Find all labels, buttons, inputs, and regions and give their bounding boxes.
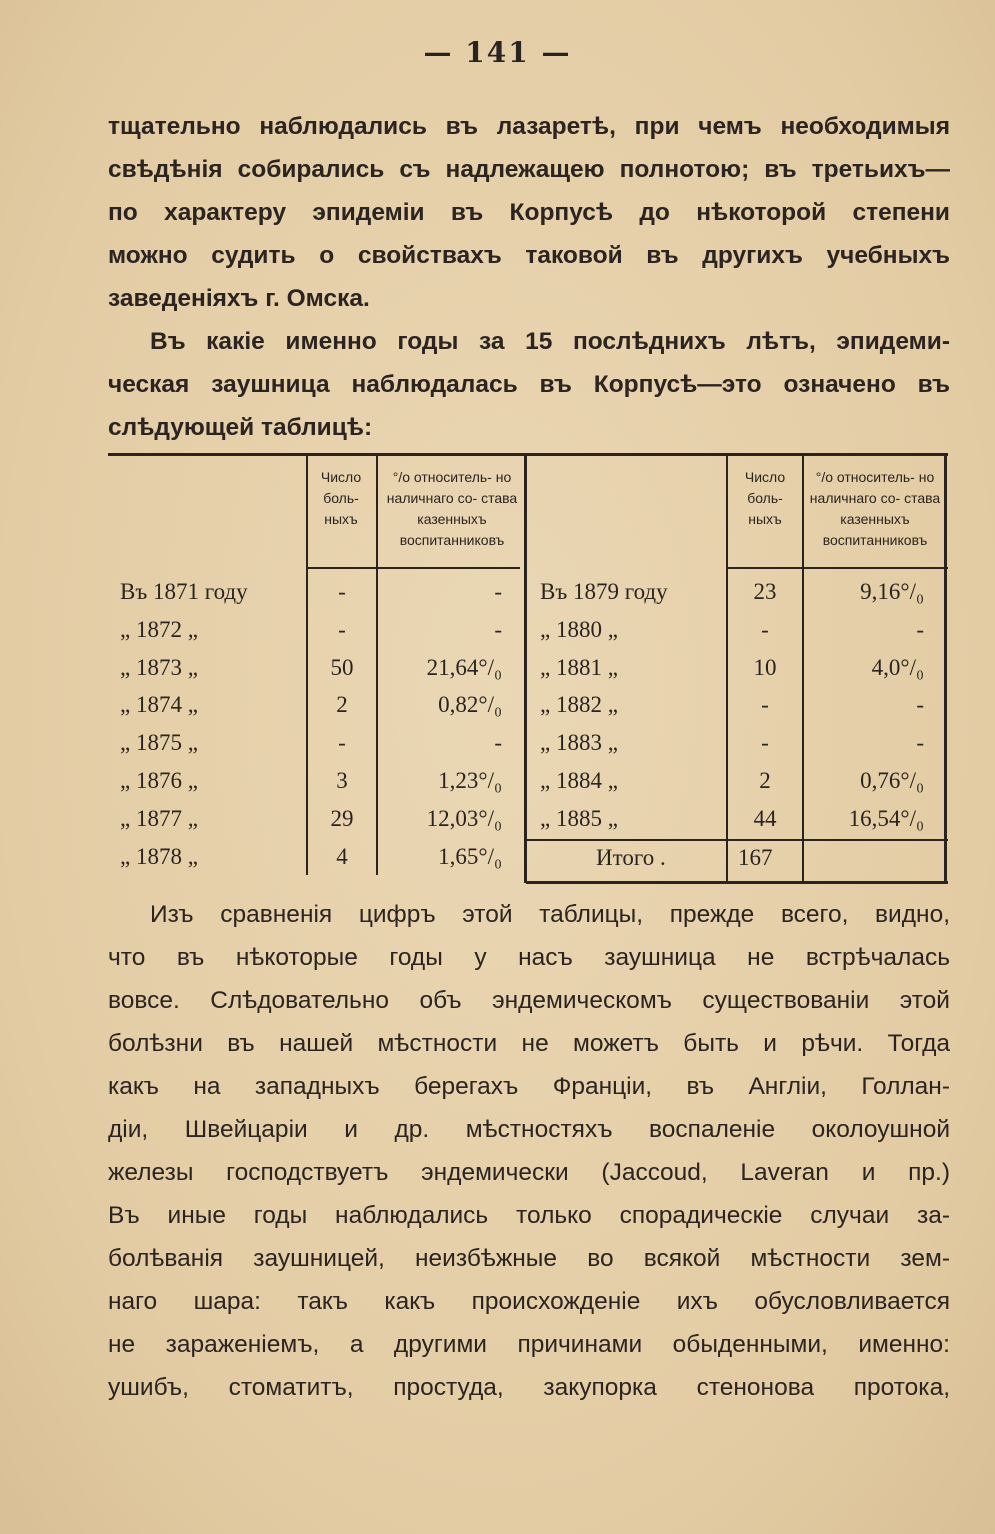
table-header-rule-left — [306, 567, 520, 569]
table-vline — [944, 453, 947, 883]
text-line: по характеру эпидеміи въ Корпусѣ до нѣкоторой степени — [108, 199, 950, 226]
table-cell-count: 10 — [753, 654, 777, 680]
table-cell-year: „ 1885 „ — [540, 805, 618, 831]
table-cell-count: 3 — [336, 768, 348, 793]
text-line: железы господствуетъ эндемически (Jaccoud, Laveran и пр.) — [108, 1159, 950, 1186]
table-cell-year: „ 1876 „ — [120, 768, 198, 793]
table-cell-year: „ 1883 „ — [540, 730, 618, 756]
total-value: 167 — [738, 845, 773, 870]
table-top-rule — [108, 453, 948, 456]
statistics-table — [108, 453, 948, 885]
text-line: ческая заушница наблюдалась въ Корпусѣ—это означено въ — [108, 371, 950, 398]
table-cell-pct: - — [494, 579, 502, 604]
header-count-right: Число боль- ныхъ — [744, 469, 786, 527]
text-line: болѣванія заушницей, неизбѣжные во всякой мѣстности зем- — [108, 1245, 950, 1272]
table-cell-pct: - — [494, 730, 502, 756]
table-cell-count: 44 — [753, 805, 777, 831]
table-cell-pct: 4,0°/₀ — [871, 654, 924, 680]
table-bottom-rule — [526, 881, 948, 884]
table-cell-year: „ 1877 „ — [120, 805, 198, 831]
table-header-rule-right — [726, 567, 948, 569]
text-line: болѣзни въ нашей мѣстности не можетъ быть и рѣчи. Тогда — [108, 1030, 950, 1057]
table-cell-pct: 1,23°/₀ — [438, 768, 502, 793]
table-cell-pct: 12,03°/₀ — [426, 805, 502, 831]
table-cell-year: Въ 1871 году — [120, 579, 248, 604]
table-cell-pct: - — [494, 616, 502, 642]
text-line: не зараженіемъ, а другими причинами обыденными, именно: — [108, 1331, 950, 1358]
table-cell-pct: 0,76°/₀ — [860, 768, 924, 793]
text-line: Въ иные годы наблюдались только спорадическіе случаи за- — [108, 1202, 950, 1229]
table-cell-year: „ 1880 „ — [540, 616, 618, 642]
table-cell-count: 23 — [753, 579, 777, 604]
text-line: Изъ сравненія цифръ этой таблицы, прежде всего, видно, — [150, 901, 950, 928]
table-cell-year: „ 1884 „ — [540, 768, 618, 793]
text-line: наго шара: такъ какъ происхожденіе ихъ обусловливается — [108, 1288, 950, 1315]
table-cell-year: „ 1882 „ — [540, 692, 618, 718]
table-cell-year: „ 1875 „ — [120, 730, 198, 756]
table-cell-count: 2 — [759, 768, 771, 793]
table-cell-count: - — [761, 730, 769, 756]
table-cell-count: - — [338, 730, 346, 756]
page-number: — 141 — — [423, 36, 572, 69]
paragraph-3 — [108, 893, 950, 1409]
table-cell-year: „ 1881 „ — [540, 654, 618, 680]
table-cell-count: 50 — [330, 654, 354, 680]
header-percent-left: °/о относитель- но наличнаго со- става казенныхъ воспитанниковъ — [386, 469, 518, 548]
text-line: свѣдѣнія собирались съ надлежащею полнотою; въ третьихъ— — [108, 156, 950, 183]
table-cell-year: „ 1874 „ — [120, 692, 198, 718]
table-cell-year: „ 1873 „ — [120, 654, 198, 680]
table-cell-count: - — [761, 616, 769, 642]
text-line: ушибъ, стоматитъ, простуда, закупорка стенонова протока, — [108, 1374, 950, 1401]
table-cell-count: 29 — [330, 805, 354, 831]
text-line: діи, Швейцаріи и др. мѣстностяхъ воспаленіе околоушной — [108, 1116, 950, 1143]
paragraph-1 — [108, 105, 950, 320]
table-cell-count: 4 — [336, 843, 348, 869]
table-cell-pct: 0,82°/₀ — [438, 692, 502, 718]
table-cell-pct: 16,54°/₀ — [848, 805, 924, 831]
header-percent-right: °/о относитель- но наличнаго со- става казенныхъ воспитанниковъ — [809, 469, 941, 548]
table-cell-count: - — [338, 616, 346, 642]
paragraph-2 — [108, 320, 950, 449]
text-line: вовсе. Слѣдовательно объ эндемическомъ существованіи этой — [108, 987, 950, 1014]
table-cell-pct: 9,16°/₀ — [860, 579, 924, 604]
table-cell-count: - — [761, 692, 769, 718]
table-total-rule — [526, 839, 948, 841]
text-line: тщательно наблюдались въ лазаретѣ, при чемъ необходимыя — [108, 113, 950, 140]
table-cell-pct: 21,64°/₀ — [426, 654, 502, 680]
table-cell-pct: - — [916, 692, 924, 718]
table-cell-year: „ 1872 „ — [120, 616, 198, 642]
text-line: заведеніяхъ г. Омска. — [108, 285, 370, 312]
text-line: Въ какіе именно годы за 15 послѣднихъ лѣтъ, эпидеми- — [150, 328, 950, 355]
text-line: можно судить о свойствахъ таковой въ другихъ учебныхъ — [108, 242, 950, 269]
table-vline — [524, 453, 527, 883]
header-count-left: Число боль- ныхъ — [320, 469, 362, 527]
table-cell-year: Въ 1879 году — [540, 579, 668, 604]
table-cell-pct: - — [916, 730, 924, 756]
text-line: слѣдующей таблицѣ: — [108, 414, 373, 441]
table-cell-pct: - — [916, 616, 924, 642]
text-line: что въ нѣкоторые годы у насъ заушница не встрѣчалась — [108, 944, 950, 971]
table-cell-count: - — [338, 579, 346, 604]
total-label: Итого . — [596, 845, 666, 870]
table-cell-pct: 1,65°/₀ — [438, 843, 502, 869]
text-line: какъ на западныхъ берегахъ Франціи, въ Англіи, Голлан- — [108, 1073, 950, 1100]
table-cell-count: 2 — [336, 692, 348, 718]
table-cell-year: „ 1878 „ — [120, 843, 198, 869]
